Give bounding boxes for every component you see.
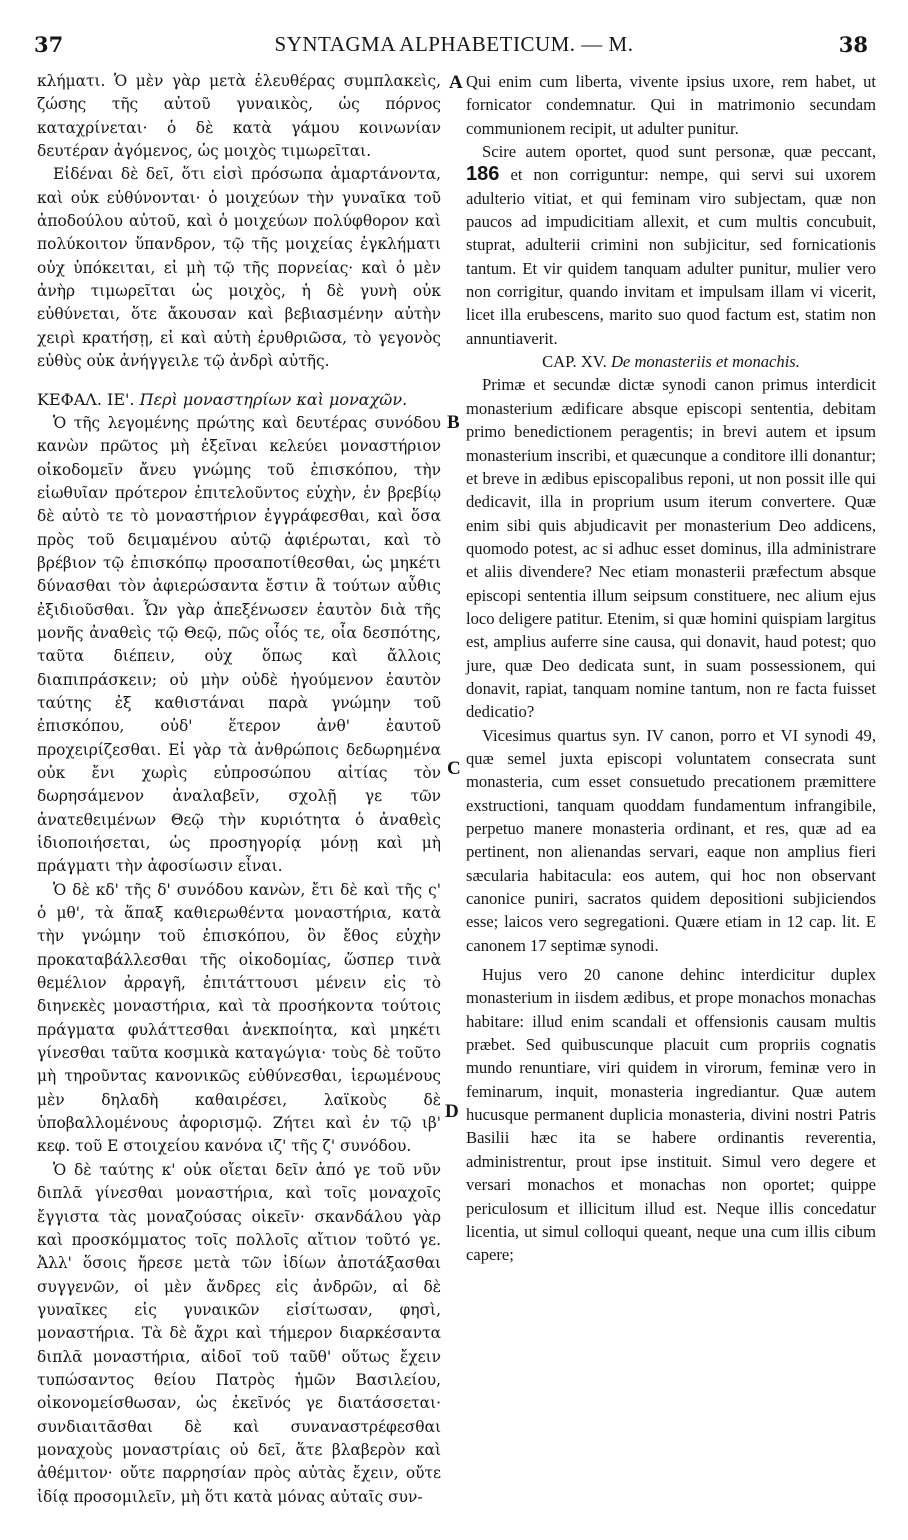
latin-paragraph-4: Vicesimus quartus syn. IV canon, porro et VI synodi 49, quæ semel juxta episcopi voluntatem consecrata sunt monasteria, cum esset consuetudo precationem præmittere exstructioni, tanquam quoddam fundamentum infrangibile, perpetuo manere monasteria ordinant, et res, quæ ad ea pertinent, non alienandas servari, eaque non amplius fieri sæcularia habitacula: eos autem, qui hoc non observant canonice puniri, sacratos quidem depositioni subjiciendos esse; laicos vero segregationi. Quære etiam in 12 cap. lit. E canonem 17 septimæ synodi. — [466, 725, 876, 955]
greek-paragraph-4: Ὁ δὲ κδ' τῆς δ' συνόδου κανὼν, ἔτι δὲ καὶ τῆς ς' ὁ μθ', τὰ ἅπαξ καθιερωθέντα μοναστήρια, κατὰ τὴν γνώμην τοῦ ἐπισκόπου, ὃν ἔθος εὐχὴν προκαταβάλλεσθαι τῆς οἰκοδομίας, ὥσπερ τινὰ θεμέλιον ἀρραγῆ, ἐπιτάττουσι μένειν εἰς τὸ διηνεκὲς μοναστήρια, καὶ τὰ προσήκοντα τούτοις πράγματα φυλάττεσθαι ἀνεκποίητα, καὶ μηκέτι γίνεσθαι ταῦτα κοσμικὰ καταγώγια· τοὺς δὲ τοῦτο μὴ τηροῦντας κανονικῶς εὐθύνεσθαι, ἱερωμένους μὲν δηλαδὴ καθαιρέσει, λαϊκοὺς δὲ ὑποβαλλομένους ἀφορισμῷ. Ζήτει καὶ ἐν τῷ ιβ' κεφ. τοῦ Ε στοιχείου κανόνα ιζ' τῆς ζ' συνόδου. — [37, 880, 441, 1156]
greek-heading-label: ΚΕΦΑΛ. ΙΕ'. — [37, 390, 135, 410]
section-marker-b: B — [447, 412, 460, 433]
latin-column — [466, 70, 876, 1267]
greek-heading-title: Περὶ μοναστηρίων καὶ μοναχῶν. — [139, 390, 408, 410]
page-number-right: 38 — [838, 32, 868, 57]
greek-paragraph-5: Ὁ δὲ ταύτης κ' οὐκ οἴεται δεῖν ἀπό γε τοῦ νῦν διπλᾶ γίνεσθαι μοναστήρια, καὶ τοῖς μοναχοῖς ἔγγιστα τὰς μοναζούσας οἰκεῖν· σκανδάλου γὰρ καὶ προσκόμματος τοῖς πολλοῖς αἴτιον τοῦτό γε. Ἀλλ' ὅσοις ἤρεσε μετὰ τῶν ἰδίων ἀποτάξασθαι συγγενῶν, οἱ μὲν ἄνδρες εἰς ἀνδρῶν, αἱ δὲ γυναῖκες εἰς γυναικῶν εἰσίτωσαν, φησὶ, μοναστήρια. Τὰ δὲ ἄχρι καὶ τήμερον διαρκέσαντα διπλᾶ μοναστήρια, αἰδοῖ τοῦ ταῦθ' οὕτως ἔχειν τυπώσαντος θείου Πατρὸς ἡμῶν Βασιλείου, οἰκονομείσθωσαν, ὡς ἐκεῖνός γε διατάσσεται· συνδιαιτᾶσθαι δὲ καὶ συναναστρέφεσθαι μοναχοὺς μοναστρίαις οὐ δεῖ, ἅτε βλαβερὸν καὶ ἀθέμιτον· οὔτε παρρησίαν πρὸς αὐτὰς ἔχειν, οὔτε ἰδίᾳ προσομιλεῖν, μὴ ὅτι κατὰ μόνας αὐταῖς συν- — [37, 1160, 441, 1506]
greek-paragraph-3: Ὁ τῆς λεγομένης πρώτης καὶ δευτέρας συνόδου κανὼν πρῶτος μὴ ἐξεῖναι κελεύει μοναστήριον οἰκοδομεῖν ἄνευ γνώμης τοῦ ἐπισκόπου, τὴν εἰωθυῖαν πρότερον ἐπιτελοῦντος εὐχὴν, ἐν βρεβίῳ δὲ αὐτὸ τε τὸ μοναστήριον ἐγγράφεσθαι, καὶ ὅσα πρὸς τοῦ δειμαμένου αὐτῷ ἀφιέρωται, καὶ τὸ βρέβιον τῷ ἐπισκόπῳ προσαποτίθεσθαι, ὡς μηκέτι δύνασθαι τὸν ἀφιερώσαντα ἔστιν ἃ τούτων αὖθις ἐξιδιοῦσθαι. Ὧν γὰρ ἀπεξένωσεν ἑαυτὸν διὰ τῆς μονῆς ἀναθεὶς τῷ Θεῷ, πῶς οἷός τε, οἷα δεσπότης, ταῦτα διέπειν, οὐχ ὅπως καὶ ἄλλοις διαπιπράσκειν; οὐ μὴν οὐδὲ ἡγούμενον ἑαυτὸν ταύτης ἐξ καθιστάναι παρὰ γνώμην τοῦ ἐπισκόπου, οὐδ' ἕτερον ἀνθ' ἑαυτοῦ προχειρίζεσθαι. Εἰ γὰρ τὰ ἀνθρώποις δεδωρημένα οὐκ ἔνι χωρὶς εὐπροσώπου αἰτίας τὸν δωρησάμενον ἀναλαβεῖν, σχολῇ γε τῶν ἀνατεθειμένων Θεῷ τὴν κυριότητα ὁ ἀναθεὶς ἰδιοποιήσεται, ὡς προσηγορίᾳ μόνῃ καὶ μὴ πράγματι τὴν ἀφοσίωσιν εἶναι. — [37, 413, 441, 876]
greek-chapter-heading — [37, 388, 441, 411]
page-number-left: 37 — [34, 32, 64, 57]
latin-paragraph-2-end: et non corriguntur: nempe, qui servi sui uxorem adulterio vitiat, et qui feminam viro subjectam, quæ non paucos ad impudicitiam allexit, et cum multis concubuit, stuprat, adulterii crimini non subjicitur, sed fornicationis tantum. Et vir quidem tanquam adulter punitur, mulier vero non corrigitur, quando invitam et impulsam illam vi vicerit, licet illa erubescens, marito suo quod factum est, statim non annuntiaverit. — [466, 165, 876, 348]
latin-heading-label: CAP. XV. — [542, 352, 607, 372]
latin-paragraph-2-start: Scire autem oportet, quod sunt personæ, quæ peccant, — [482, 142, 876, 162]
latin-paragraph-1: Qui enim cum liberta, vivente ipsius uxore, rem habet, ut fornicator condemnatur. Qui in matrimonio secundam communionem recipit, ut adulter punitur. — [466, 72, 876, 138]
running-header — [0, 0, 908, 70]
section-marker-c: C — [447, 758, 461, 779]
greek-column — [37, 70, 441, 1509]
column-number: 186 — [466, 163, 500, 186]
running-title: SYNTAGMA ALPHABETICUM. — M. — [274, 32, 634, 56]
latin-paragraph-2 — [466, 140, 876, 350]
greek-paragraph-1: κλήματι. Ὁ μὲν γὰρ μετὰ ἐλευθέρας συμπλακεὶς, ζώσης τῆς αὐτοῦ γυναικὸς, ὡς πόρνος καταχρίνεται· ὁ δὲ κατὰ γάμου κοινωνίαν δευτέραν ἀγόμενος, ὡς μοιχὸς τιμωρεῖται. — [37, 72, 441, 161]
latin-paragraph-3: Primæ et secundæ dictæ synodi canon primus interdicit monasterium ædificare absque episcopi sententia, debitam primo benedictionem peragentis; in brevi autem et ipsum monasterium inscribi, et quæcunque a conditore illi donantur; et breve in ædibus episcopalibus reponi, ut non possit ille qui dedicavit, illa in proprium usum iterum convertere. Quæ enim sibi quis abjudicavit per monasterium Deo addicens, quomodo potest, ac si adhuc esset dominus, illa administrare et aliis divendere? Nec etiam monasterii præfectum absque episcopi sententia illum seipsum constituere, nec alium ejus loco deligere patitur. Etenim, si quæ homini quispiam largitus est, amplius auferre sine causa, qui donavit, haud potest; quo jure, quæ Deo dedicata sunt, in suam possessionem, qui donavit, rapiat, tanquam nomine tantum, non re facta fuisset dedicatio? — [466, 375, 876, 722]
greek-paragraph-2: Εἰδέναι δὲ δεῖ, ὅτι εἰσὶ πρόσωπα ἁμαρτάνοντα, καὶ οὐκ εὐθύνονται· ὁ μοιχεύων τὴν γυναῖκα τοῦ ἀποδούλου αὐτοῦ, καὶ ὁ μοιχεύων πολύφθορον καὶ πολύκοιτον ὕπανδρον, τῷ τῆς μοιχείας ἐγκλήματι οὐχ ὑπόκειται, εἰ μὴ τῷ τῆς πορνείας· καὶ ὁ μὲν ἀνὴρ τιμωρεῖται ὡς μοιχὸς, ἡ δὲ γυνὴ οὐκ εὐθύνεται, ὅτε ἄκουσαν καὶ βεβιασμένην αὐτὴν χειρὶ κρατήσῃ, εἰ καὶ αὐτὴ ἐρυθριῶσα, τὸ γεγονὸς εὐθὺς οὐκ ἀνήγγειλε τῷ ἀνδρὶ αὐτῆς. — [37, 165, 441, 371]
latin-paragraph-5: Hujus vero 20 canone dehinc interdicitur duplex monasterium in iisdem ædibus, et prope monachos monachas habitare: illud enim scandali et offensionis causam multis præbet. Sed quibuscunque placuit cum propriis cognatis mundo renuntiare, viri quidem in virorum, feminæ vero in feminarum, inquit, monasteria ingrediantur. Quæ autem hucusque permanent duplicia monasteria, divini nostri Patris Basilii hæc ita se habere ordinantis reverentia, administrentur, prout ipse instituit. Simul vero degere et versari monachos et monachas non oportet; quippe periculosum et illicitum illud est. Neque illis concedatur licentia, ut simul colloqui queant, neque una cum illis cibum capere; — [466, 965, 876, 1265]
section-marker-a: A — [449, 72, 463, 93]
latin-chapter-heading — [466, 350, 876, 373]
latin-heading-title: De monasteriis et monachis. — [610, 352, 800, 372]
section-marker-d: D — [445, 1101, 459, 1122]
